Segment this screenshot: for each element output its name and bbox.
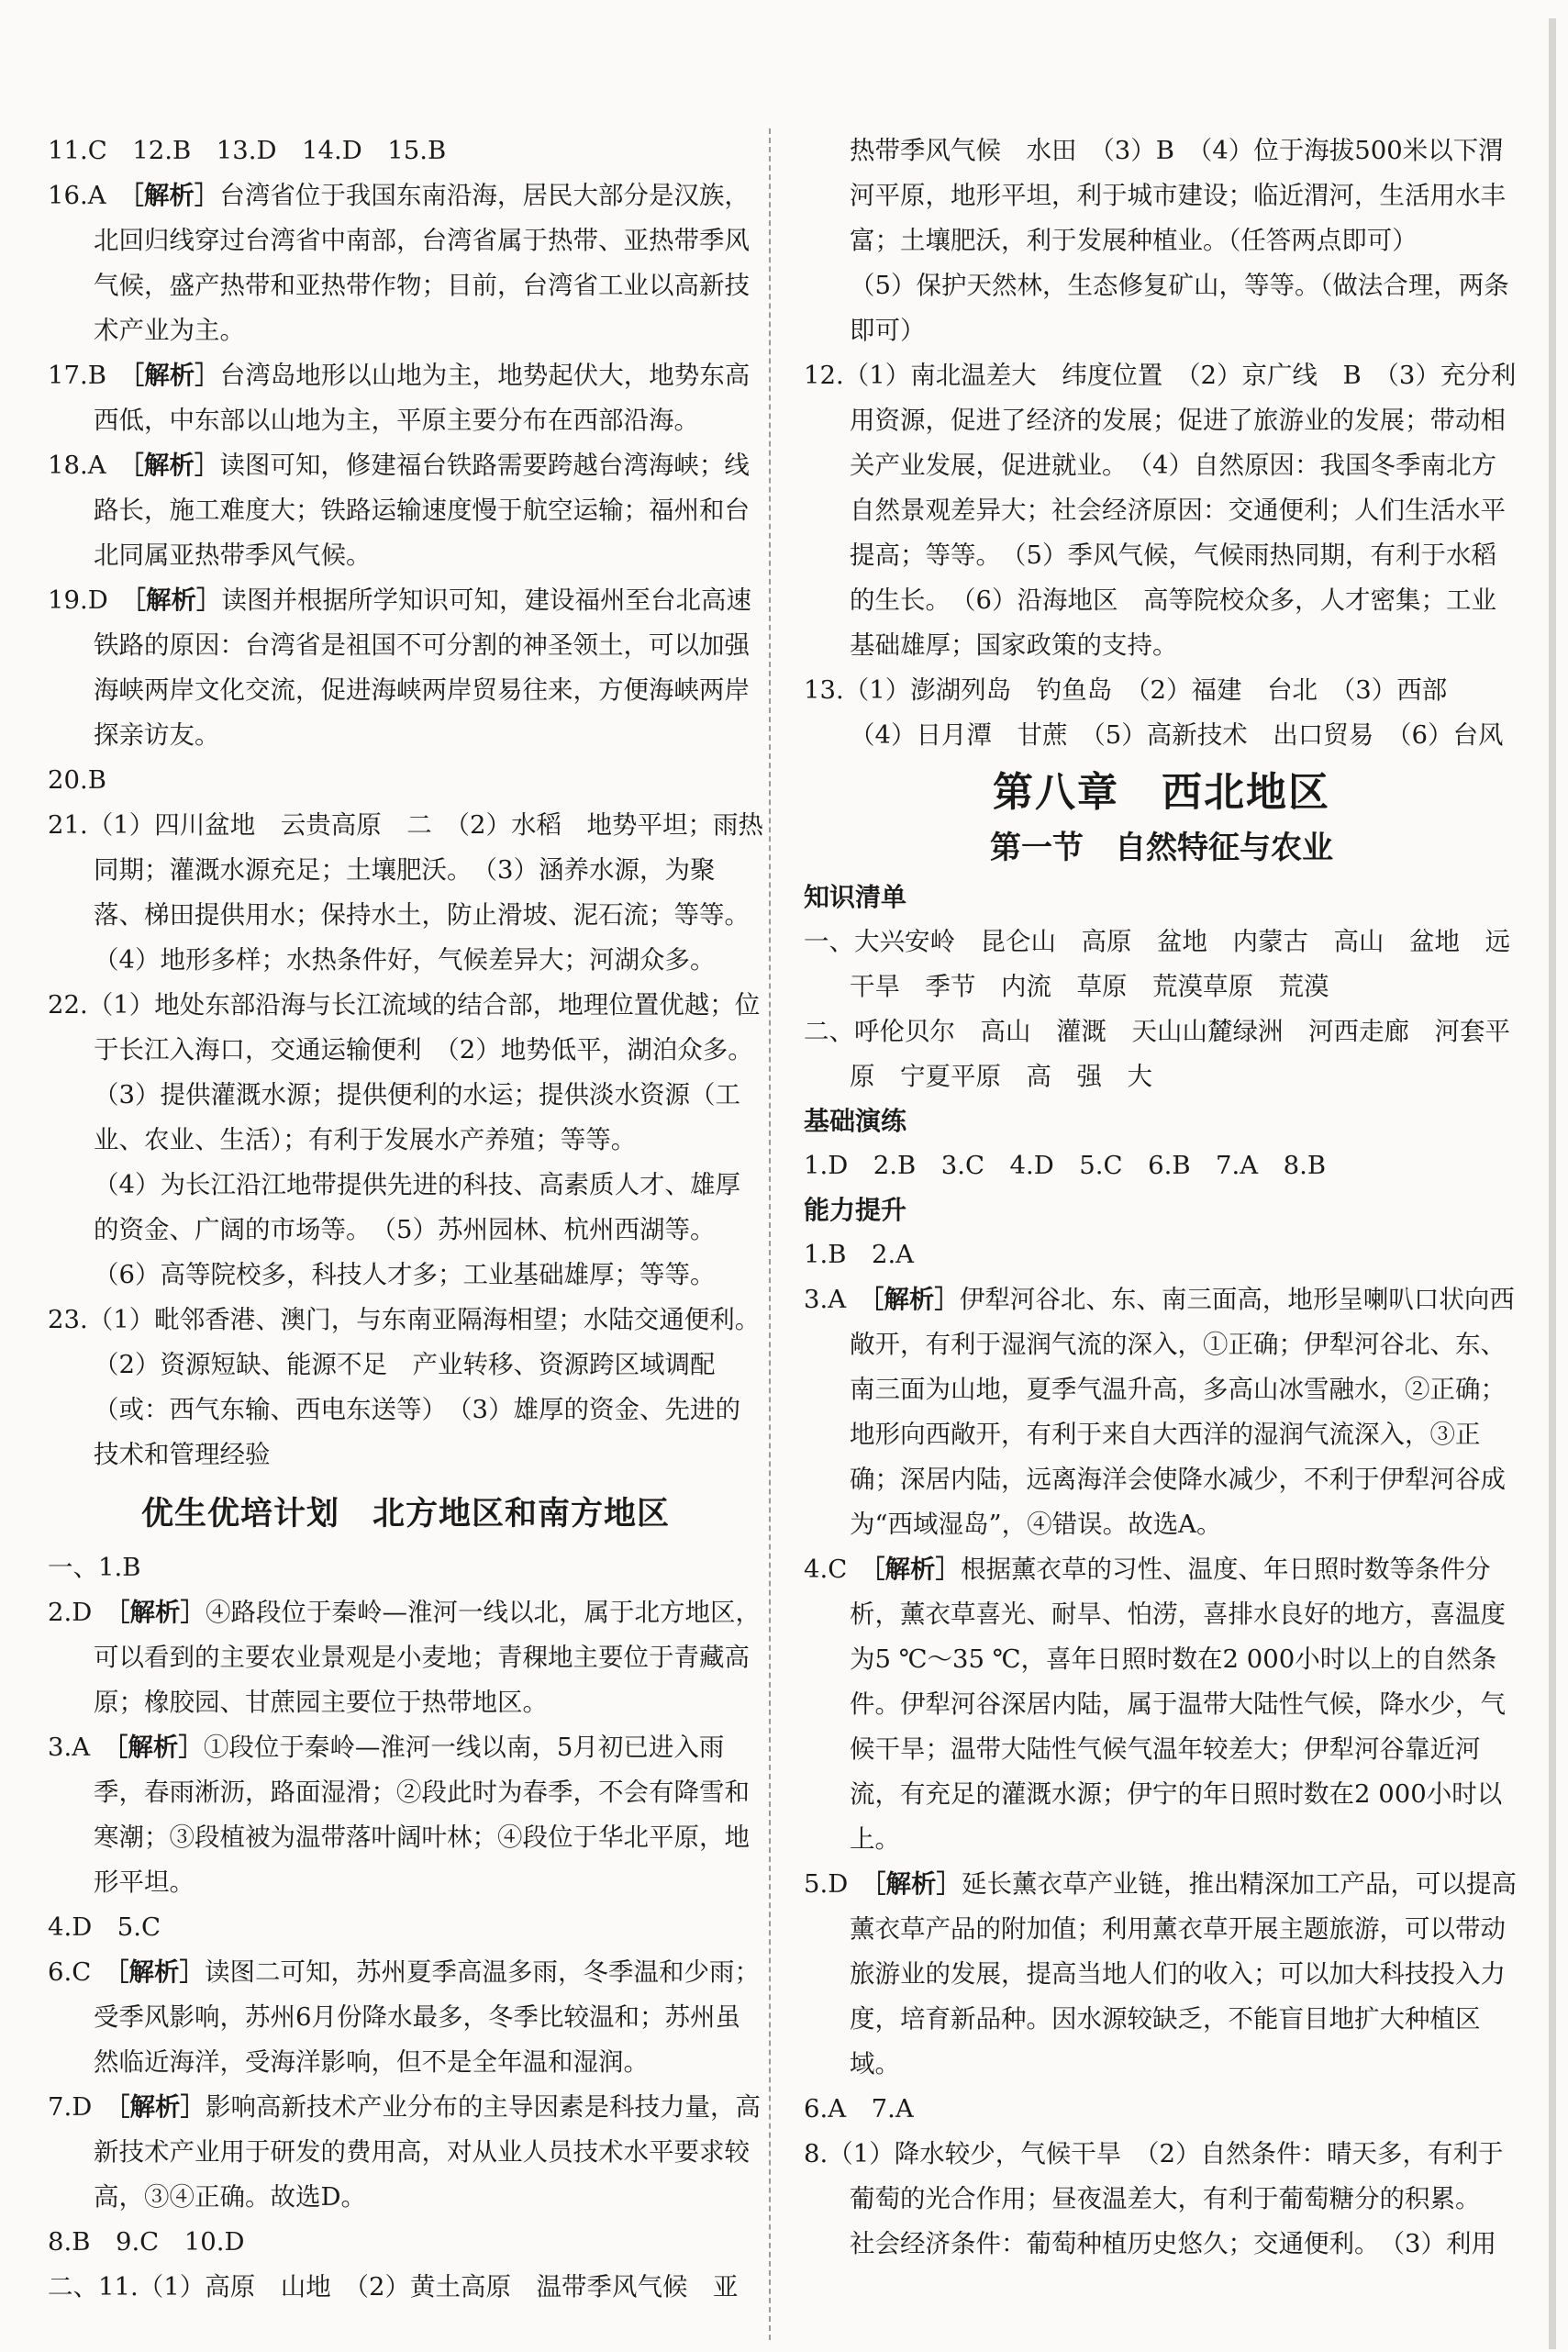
answer-line: 二、11.（1）高原 山地 （2）黄土高原 温带季风气候 亚 — [48, 2272, 739, 2302]
answer-line: 1.B 2.A — [804, 1240, 915, 1269]
column-divider — [769, 128, 771, 2340]
answer-item — [48, 173, 763, 353]
answer-number: 6.C — [48, 1957, 92, 1987]
answer-number: 17.B — [48, 361, 106, 390]
analysis-tag: ［解析］ — [131, 361, 220, 390]
answer-continuation: 热带季风气候 水田 （3）B （4）位于海拔500米以下渭河平原，地形平坦，利于城市建设；临近渭河，生活用水丰富；土壤肥沃，利于发展种植业。（任答两点即可） — [850, 136, 1506, 255]
answer-continuation: （6）高等院校多，科技人才多；工业基础雄厚；等等。 — [94, 1260, 716, 1289]
answer-item — [48, 1725, 763, 1905]
answer-item: 一、大兴安岭 昆仑山 高原 盆地 内蒙古 高山 盆地 远 干旱 季节 内流 草原 荒漠草原 荒漠 — [804, 927, 1536, 1001]
analysis-tag: ［解析］ — [117, 1598, 206, 1627]
analysis-tag: ［解析］ — [133, 585, 222, 615]
analysis-tag: ［解析］ — [871, 1285, 960, 1314]
answer-item — [48, 1590, 763, 1725]
analysis-tag: ［解析］ — [115, 1733, 204, 1762]
analysis-text: 伊犁河谷北、东、南三面高，地形呈喇叭口状向西敞开，有利于湿润气流的深入，①正确；伊犁河谷北、东、南三面为山地，夏季气温升高，多高山冰雪融水，②正确；地形向西敞开，有利于来自大西洋的湿润气流深入，③正确；深居内陆，远离海洋会使降水减少，不利于伊犁河谷成为“西域湿岛”，④错误。故选A。 — [850, 1285, 1515, 1539]
answer-number: 4.C — [804, 1555, 848, 1584]
analysis-text: ④路段位于秦岭—淮河一线以北，属于北方地区，可以看到的主要农业景观是小麦地；青稞地主要位于青藏高原；橡胶园、甘蔗园主要位于热带地区。 — [94, 1598, 762, 1717]
analysis-tag: ［解析］ — [873, 1869, 962, 1899]
answer-item — [48, 578, 763, 758]
answer-number: 2.D — [48, 1598, 93, 1627]
section-heading: 优生优培计划 北方地区和南方地区 — [140, 1496, 670, 1533]
page-edge-shadow — [1549, 18, 1556, 2349]
answer-item: 8.（1）降水较少，气候干旱 （2）自然条件：晴天多，有利于葡萄的光合作用；昼夜温差大，有利于葡萄糖分的积累。 — [804, 2139, 1504, 2213]
answer-item — [804, 1277, 1519, 1547]
answer-line: 13.（1）澎湖列岛 钓鱼岛 （2）福建 台北 （3）西部 — [804, 675, 1448, 705]
answer-continuation: 社会经济条件：葡萄种植历史悠久；交通便利。 （3）利用 — [850, 2229, 1496, 2258]
answer-number: 16.A — [48, 181, 106, 210]
analysis-text: 台湾岛地形以山地为主，地势起伏大，地势东高西低，中东部以山地为主，平原主要分布在西部沿海。 — [94, 361, 751, 435]
answer-line: 6.A 7.A — [804, 2094, 914, 2123]
answer-line: 11.C 12.B 13.D 14.D 15.B — [48, 136, 447, 165]
answer-number: 7.D — [48, 2092, 93, 2122]
answer-number: 5.D — [804, 1869, 849, 1899]
answer-line: 4.D 5.C — [48, 1912, 161, 1942]
answer-continuation: （4）地形多样；水热条件好，气候差异大；河湖众多。 — [94, 945, 716, 975]
answer-line: 8.B 9.C 10.D — [48, 2227, 245, 2257]
analysis-tag: ［解析］ — [872, 1555, 962, 1584]
analysis-tag: ［解析］ — [131, 181, 220, 210]
answer-number: 18.A — [48, 451, 106, 480]
answer-continuation: （2）资源短缺、能源不足 产业转移、资源跨区域调配（或：西气东输、西电东送等） （3）雄厚的资金、先进的技术和管理经验 — [94, 1350, 740, 1469]
answer-item — [804, 1547, 1519, 1862]
answer-line: 1.D 2.B 3.C 4.D 5.C 6.B 7.A 8.B — [804, 1151, 1327, 1180]
analysis-tag: ［解析］ — [116, 1957, 206, 1987]
analysis-text: 延长薰衣草产业链，推出精深加工产品，可以提高薰衣草产品的附加值；利用薰衣草开展主题旅游，可以带动旅游业的发展，提高当地人们的收入；可以加大科技投入力度，培育新品种。因水源较缺乏，不能盲目地扩大种植区域。 — [850, 1869, 1518, 2079]
analysis-text: 读图可知，修建福台铁路需要跨越台湾海峡；线路长，施工难度大；铁路运输速度慢于航空运输；福州和台北同属亚热带季风气候。 — [94, 451, 750, 570]
analysis-text: 影响高新技术产业分布的主导因素是科技力量，高新技术产业用于研发的费用高，对从业人员技术水平要求较高，③④正确。故选D。 — [94, 2092, 762, 2212]
answer-line: 23.（1）毗邻香港、澳门，与东南亚隔海相望；水陆交通便利。 — [48, 1305, 761, 1334]
category-heading: 知识清单 — [804, 882, 907, 912]
answer-line: 20.B — [48, 765, 106, 795]
answer-item — [48, 443, 763, 578]
answer-item — [804, 1862, 1519, 2087]
analysis-text: ①段位于秦岭—淮河一线以南，5月初已进入雨季，春雨淅沥，路面湿滑；②段此时为春季，不会有降雪和寒潮；③段植被为温带落叶阔叶林；④段位于华北平原，地形平坦。 — [94, 1733, 750, 1897]
answer-item: 12.（1）南北温差大 纬度位置 （2）京广线 B （3）充分利用资源，促进了经济的发展；促进了旅游业的发展；带动相关产业发展，促进就业。 （4）自然原因：我国冬季南北方自然景观差异大；社会经济原因：交通便利；人们生活水平提高；等等。 （5）季风气候，气候雨热同期，有利于水稻的生长。 （6）沿海地区 高等院校众多，人才密集；工业基础雄厚；国家政策的支持。 — [804, 361, 1517, 660]
answer-line: 一、1.B — [48, 1553, 141, 1582]
answer-continuation: （4）日月潭 甘蔗 （5）高新技术 出口贸易 （6）台风 — [850, 720, 1504, 750]
analysis-text: 根据薰衣草的习性、温度、年日照时数等条件分析，薰衣草喜光、耐旱、怕涝，喜排水良好的地方，喜温度为5 ℃～35 ℃，喜年日照时数在2 000小时以上的自然条件。伊犁河谷深居内陆，属于温带大陆性气候，降水少，气候干旱；温带大陆性气候气温年较差大；伊犁河谷靠近河流，有充足的灌溉水源；伊宁的年日照时数在2 000小时以上。 — [850, 1555, 1506, 1854]
answer-continuation: （4）为长江沿江地带提供先进的科技、高素质人才、雄厚的资金、广阔的市场等。 （5）苏州园林、杭州西湖等。 — [94, 1170, 740, 1244]
answer-item: 二、呼伦贝尔 高山 灌溉 天山山麓绿洲 河西走廊 河套平原 宁夏平原 高 强 大 — [804, 1017, 1510, 1091]
section-subheading: 第一节 自然特征与农业 — [990, 830, 1333, 866]
analysis-tag: ［解析］ — [117, 2092, 206, 2122]
answer-item — [48, 353, 763, 443]
right-column — [804, 128, 1536, 2267]
category-heading: 基础演练 — [804, 1106, 907, 1136]
answer-item: 22.（1）地处东部沿海与长江流域的结合部，地理位置优越；位于长江入海口，交通运输便利 （2）地势低平，湖泊众多。 （3）提供灌溉水源；提供便利的水运；提供淡水资源（工业、农业、生活）；有利于发展水产养殖；等等。 — [48, 990, 766, 1154]
chapter-heading: 第八章 西北地区 — [993, 769, 1330, 816]
answer-number: 19.D — [48, 585, 108, 615]
analysis-text: 读图并根据所学知识可知，建设福州至台北高速铁路的原因：台湾省是祖国不可分割的神圣领土，可以加强海峡两岸文化交流，促进海峡两岸贸易往来，方便海峡两岸探亲访友。 — [94, 585, 752, 750]
answer-number: 3.A — [48, 1733, 91, 1762]
analysis-text: 读图二可知，苏州夏季高温多雨，冬季温和少雨；受季风影响，苏州6月份降水最多，冬季比较温和；苏州虽然临近海洋，受海洋影响，但不是全年温和湿润。 — [94, 1957, 761, 2077]
analysis-text: 台湾省位于我国东南沿海，居民大部分是汉族，北回归线穿过台湾省中南部，台湾省属于热带、亚热带季风气候，盛产热带和亚热带作物；目前，台湾省工业以高新技术产业为主。 — [94, 181, 750, 345]
answer-continuation: （5）保护天然林，生态修复矿山，等等。（做法合理，两条即可） — [850, 271, 1509, 345]
analysis-tag: ［解析］ — [131, 451, 220, 480]
answer-item — [48, 1950, 763, 2085]
answer-item: 21.（1）四川盆地 云贵高原 二 （2）水稻 地势平坦；雨热同期；灌溉水源充足；土壤肥沃。 （3）涵养水源，为聚落、梯田提供用水；保持水土，防止滑坡、泥石流；等等。 — [48, 810, 763, 930]
category-heading: 能力提升 — [804, 1195, 907, 1225]
answer-item — [48, 2085, 763, 2220]
left-column — [48, 128, 766, 2310]
answer-number: 3.A — [804, 1285, 847, 1314]
